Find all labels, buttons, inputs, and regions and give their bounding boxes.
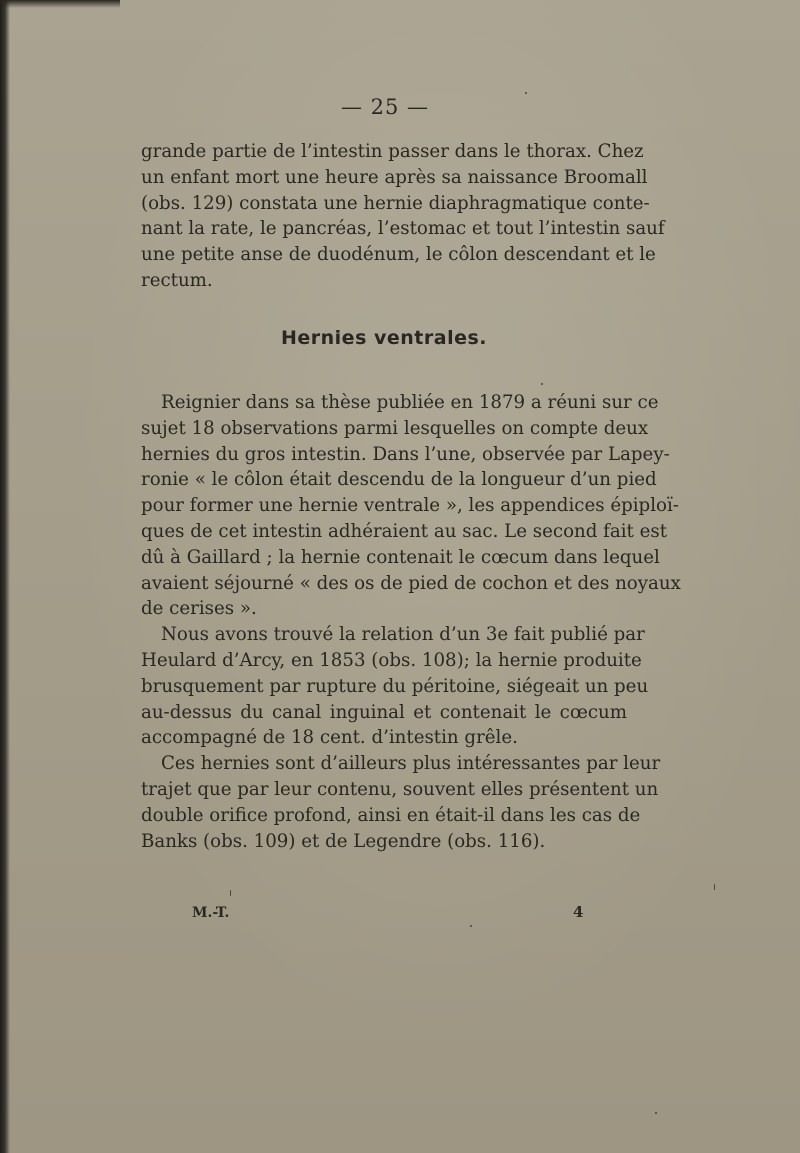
text-line: Banks (obs. 109) et de Legendre (obs. 116). bbox=[141, 830, 546, 852]
paper-speck bbox=[714, 884, 715, 890]
text-line: Heulard d’Arcy, en 1853 (obs. 108); la hernie produite bbox=[141, 649, 642, 671]
body-text bbox=[141, 390, 681, 854]
text-line: une petite anse de duodénum, le côlon descendant et le bbox=[141, 244, 656, 266]
section-heading: Hernies ventrales. bbox=[280, 327, 487, 349]
binding-shadow bbox=[0, 0, 10, 1153]
text-line: hernies du gros intestin. Dans l’une, observée par Lapey- bbox=[141, 443, 670, 465]
text-line: de cerises ». bbox=[141, 598, 257, 620]
text-line: grande partie de l’intestin passer dans le thorax. Chez bbox=[141, 141, 644, 162]
text-line: accompagné de 18 cent. d’intestin grêle. bbox=[141, 727, 518, 749]
text-line: un enfant mort une heure après sa naissance Broomall bbox=[141, 166, 648, 188]
text-line: brusquement par rupture du péritoine, siégeait un peu bbox=[141, 675, 649, 697]
paragraph-1 bbox=[141, 139, 665, 294]
text-line: ques de cet intestin adhéraient au sac. Le second fait est bbox=[141, 520, 668, 542]
text-line: nant la rate, le pancréas, l’estomac et tout l’intestin sauf bbox=[141, 218, 665, 240]
text-line: pour former une hernie ventrale », les appendices épiploï- bbox=[141, 495, 679, 517]
text-line: Ces hernies sont d’ailleurs plus intéressantes par leur bbox=[161, 753, 661, 775]
text-line: Nous avons trouvé la relation d’un 3e fait publié par bbox=[161, 624, 645, 646]
text-line: avaient séjourné « des os de pied de cochon et des noyaux bbox=[141, 572, 681, 594]
paper-speck bbox=[655, 1112, 657, 1114]
paper-speck bbox=[541, 383, 543, 385]
text-line: rectum. bbox=[141, 269, 213, 291]
page-number: — 25 — bbox=[340, 95, 430, 119]
paper-speck bbox=[230, 890, 231, 896]
sheet-number: 4 bbox=[573, 903, 584, 921]
text-line: Reignier dans sa thèse publiée en 1879 a réuni sur ce bbox=[161, 392, 659, 413]
paper-speck bbox=[525, 92, 527, 94]
top-edge-shadow bbox=[0, 0, 120, 8]
paper-speck bbox=[470, 925, 472, 927]
text-line: dû à Gaillard ; la hernie contenait le cœcum dans lequel bbox=[141, 546, 660, 568]
text-line: (obs. 129) constata une hernie diaphragmatique conte- bbox=[141, 192, 650, 214]
text-line: au-dessus du canal inguinal et contenait le cœcum bbox=[141, 701, 627, 723]
text-line: trajet que par leur contenu, souvent elles présentent un bbox=[141, 778, 659, 800]
text-line: double orifice profond, ainsi en était-il dans les cas de bbox=[141, 804, 641, 826]
signature-mark: M.-T. bbox=[192, 905, 230, 921]
text-line: sujet 18 observations parmi lesquelles on compte deux bbox=[141, 417, 649, 439]
text-line: ronie « le côlon était descendu de la longueur d’un pied bbox=[141, 469, 657, 491]
